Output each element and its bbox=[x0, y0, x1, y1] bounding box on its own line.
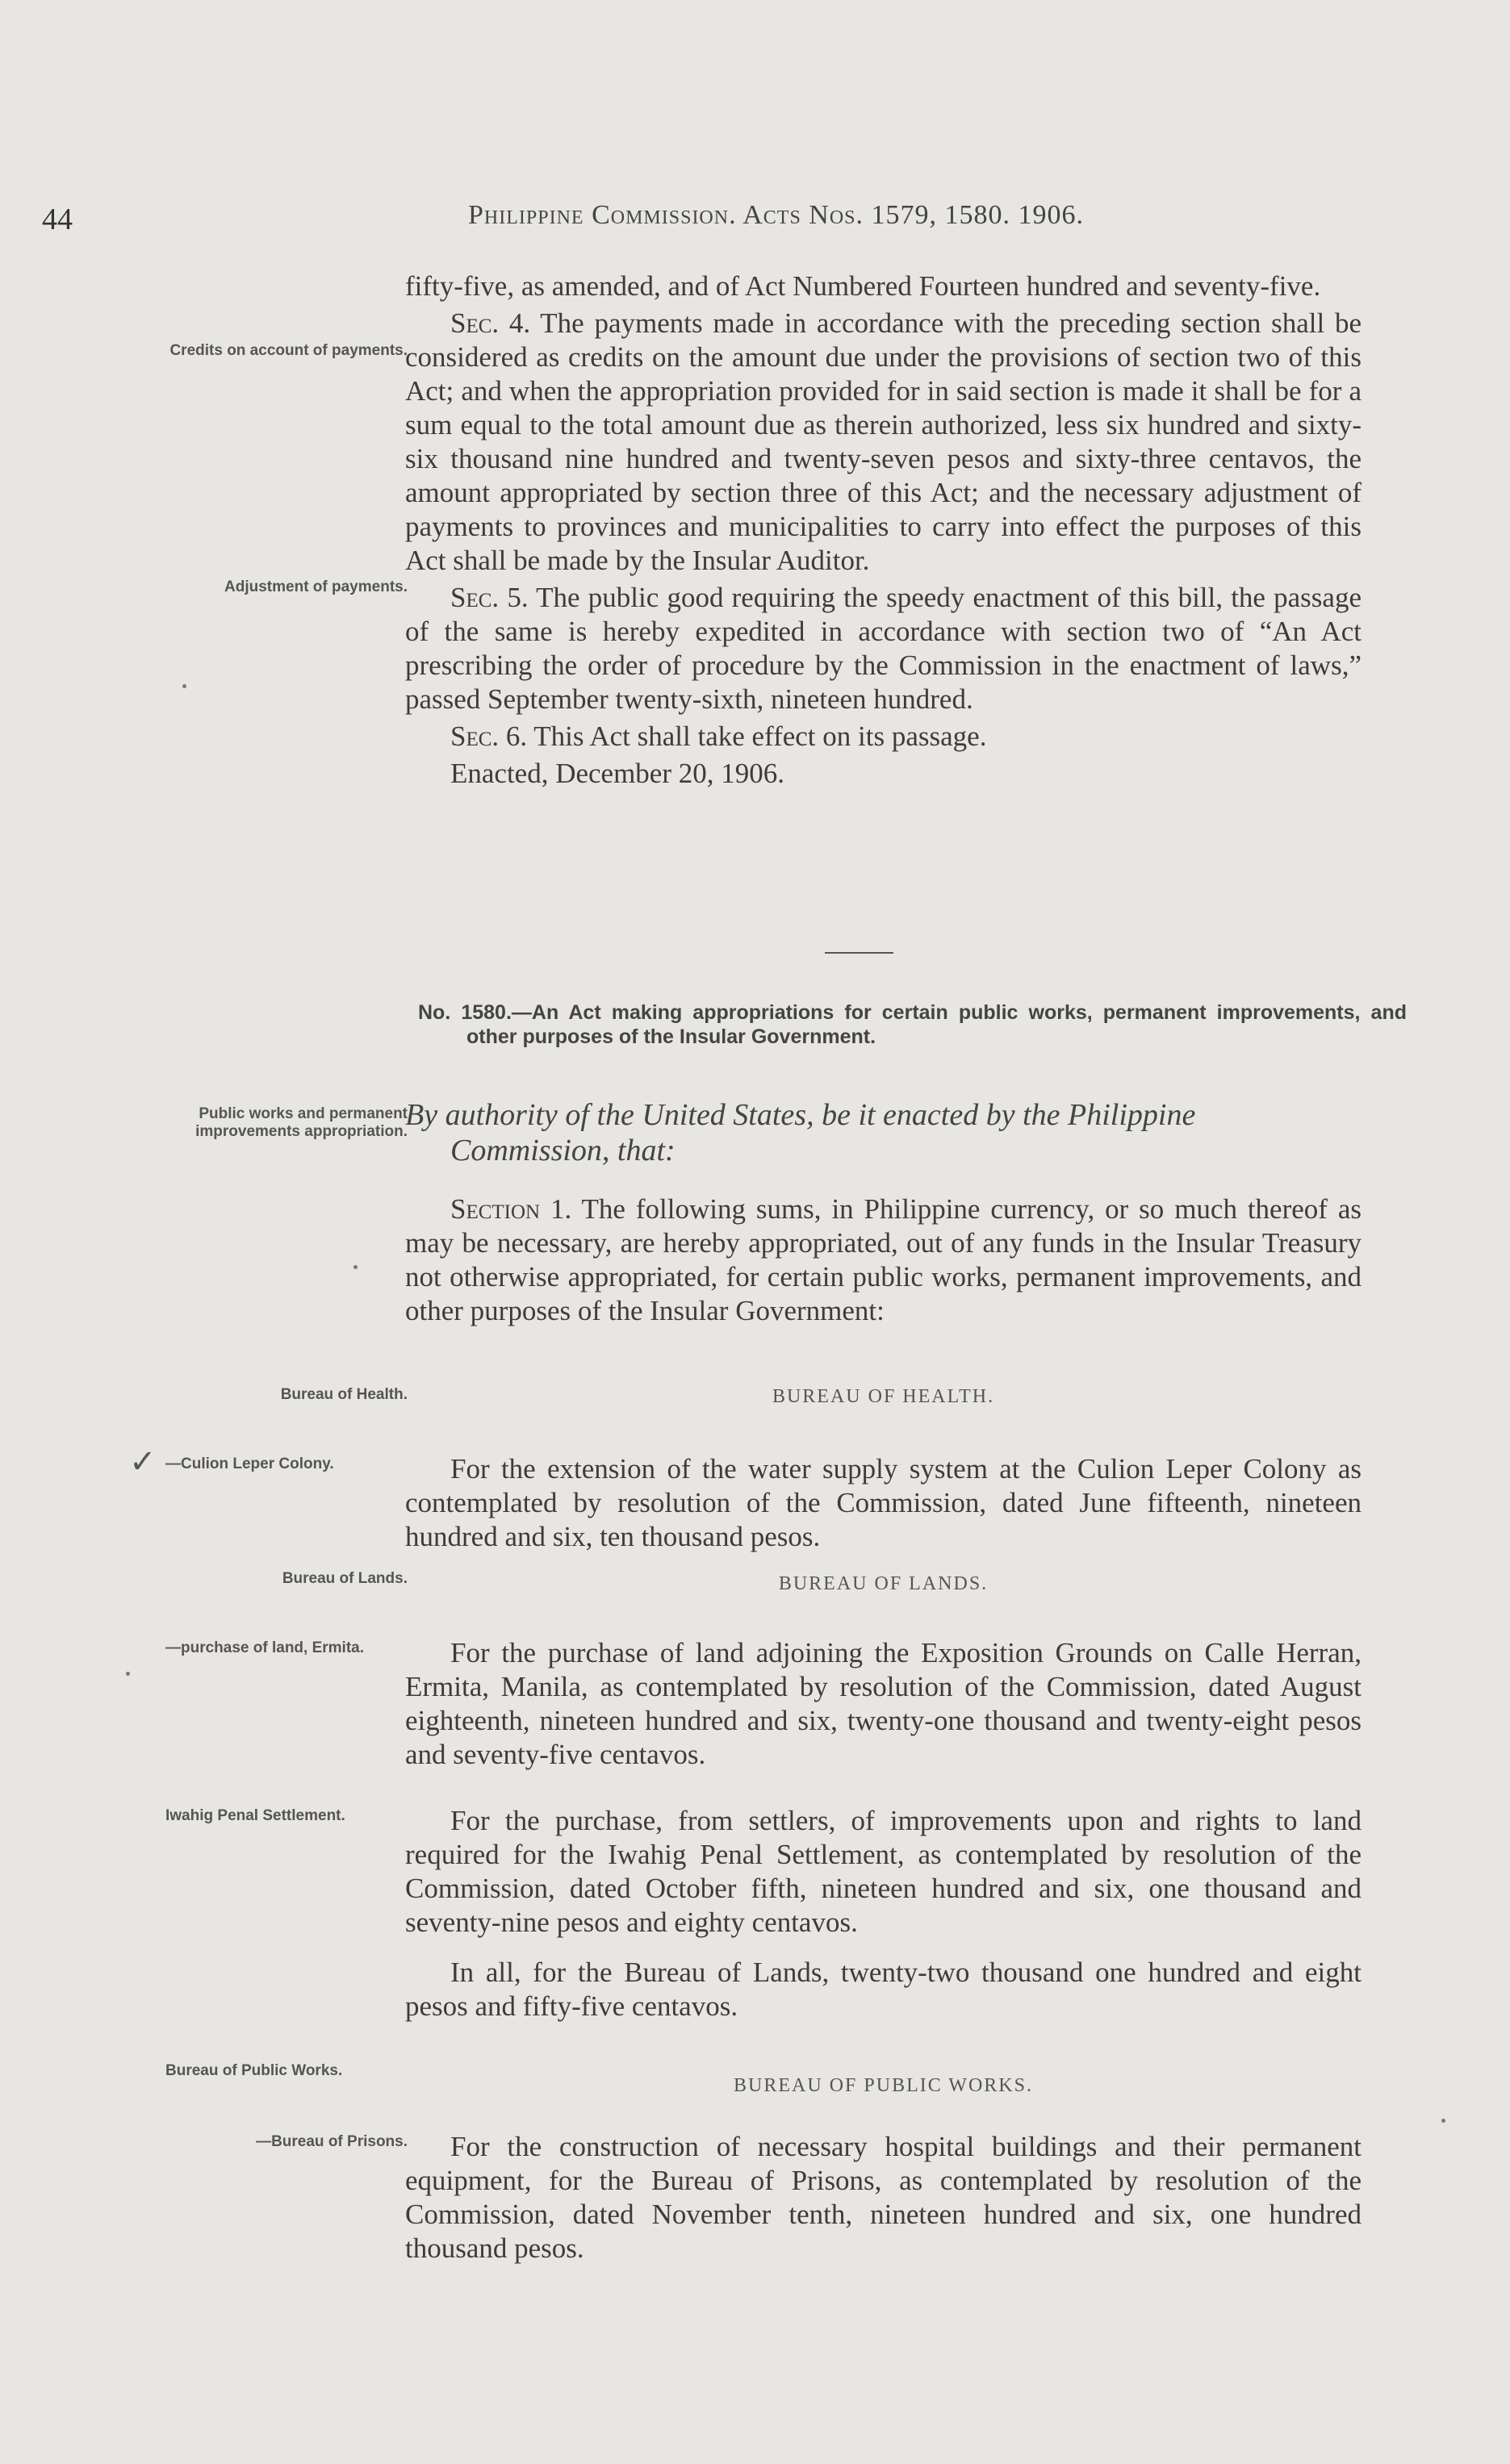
act-1580-title: No. 1580.—An Act making appropriations for certain public works, permanent improvements, and other purposes of the Insular Government. bbox=[418, 1001, 1407, 1048]
lands-total-paragraph: In all, for the Bureau of Lands, twenty-two thousand one hundred and eight pesos and fifty-five centavos. bbox=[405, 1957, 1362, 2022]
section-6 bbox=[405, 720, 1362, 754]
enacting-line-1: By authority of the United States, be it enacted by the Philippine bbox=[405, 1098, 1196, 1132]
sidenote-bureau-health: Bureau of Health. bbox=[280, 1386, 408, 1403]
heading-bureau-public-works: BUREAU OF PUBLIC WORKS. bbox=[734, 2075, 1033, 2096]
section-4-label: Sec. 4. bbox=[450, 307, 531, 339]
speck-mark bbox=[353, 1265, 358, 1269]
body-top bbox=[405, 269, 1362, 794]
page-number: 44 bbox=[42, 203, 73, 236]
enacting-clause bbox=[405, 1097, 1362, 1168]
section-4-text: The payments made in accordance with the preceding section shall be considered as credits on the amount due under the provisions of section two of this Act; and when the appropriation provided for in said section is made it shall be for a sum equal to the total amount due as therein authorized, less six hundred and sixty-six thousand nine hundred and twenty-seven pesos and sixty-three centavos, the amount appropriated by section three of this Act; and the necessary adjustment of payments to provinces and municipalities to carry into effect the purposes of this Act shall be made by the Insular Auditor. bbox=[405, 307, 1362, 576]
ermita-paragraph: For the purchase of land adjoining the Exposition Grounds on Calle Herran, Ermita, Manila, as contemplated by resolution of the Commission, dated August eighteenth, nineteen hundred and six, twenty-one thousand and twenty-eight pesos and seventy-five centavos. bbox=[405, 1637, 1362, 1770]
section-5-label: Sec. 5. bbox=[450, 582, 529, 613]
sidenote-bureau-lands: Bureau of Lands. bbox=[282, 1570, 408, 1587]
heading-bureau-lands: BUREAU OF LANDS. bbox=[778, 1573, 989, 1594]
section-1 bbox=[405, 1192, 1362, 1331]
sidenote-bureau-public-works: Bureau of Public Works. bbox=[165, 2062, 343, 2079]
section-5-text: The public good requiring the speedy enactment of this bill, the passage of the same is hereby expedited in accordance with section two of “An Act prescribing the order of procedure by the Commission in the enactment of laws,” passed September twenty-sixth, nineteen hundred. bbox=[405, 582, 1362, 715]
sidenote-adjustment: Adjustment of payments. bbox=[224, 578, 408, 595]
enacting-line-2: Commission, that: bbox=[450, 1134, 676, 1167]
speck-mark bbox=[182, 684, 186, 688]
speck-mark bbox=[1441, 2119, 1445, 2123]
speck-mark bbox=[126, 1672, 130, 1676]
section-divider bbox=[825, 952, 893, 954]
sidenote-culion: —Culion Leper Colony. bbox=[165, 1455, 334, 1472]
section-6-label: Sec. 6. bbox=[450, 720, 528, 752]
section-4 bbox=[405, 307, 1362, 578]
culion-paragraph: For the extension of the water supply system at the Culion Leper Colony as contemplated by resolution of the Commission, dated June fifteenth, nineteen hundred and six, ten thousand pesos. bbox=[405, 1453, 1362, 1552]
iwahig-paragraph: For the purchase, from settlers, of improvements upon and rights to land required for the Iwahig Penal Settlement, as contemplated by resolution of the Commission, dated October fifth, nineteen hundred and six, one thousand and seventy-nine pesos and eighty centavos. bbox=[405, 1805, 1362, 1938]
section-1-label: Section 1. bbox=[450, 1193, 572, 1225]
sidenote-credits: Credits on account of payments. bbox=[169, 342, 408, 359]
enacted-date: Enacted, December 20, 1906. bbox=[450, 758, 785, 789]
prisons-paragraph: For the construction of necessary hospital buildings and their permanent equipment, for the Bureau of Prisons, as contemplated by resolution of the Commission, dated November tenth, nineteen hundred and six, one hundred thousand pesos. bbox=[405, 2131, 1362, 2264]
heading-bureau-health: BUREAU OF HEALTH. bbox=[772, 1386, 995, 1407]
section-6-text: This Act shall take effect on its passage. bbox=[533, 720, 987, 752]
paragraph-continuation: fifty-five, as amended, and of Act Numbered Fourteen hundred and seventy-five. bbox=[405, 270, 1321, 302]
section-5 bbox=[405, 581, 1362, 716]
sidenote-bureau-prisons: —Bureau of Prisons. bbox=[256, 2133, 408, 2150]
running-head: Philippine Commission. Acts Nos. 1579, 1580. 1906. bbox=[468, 200, 1085, 230]
sidenote-iwahig: Iwahig Penal Settlement. bbox=[165, 1807, 345, 1824]
sidenote-public-works: Public works and permanent improvements appropriation. bbox=[195, 1105, 408, 1140]
section-1-text: The following sums, in Philippine currency, or so much thereof as may be necessary, are hereby appropriated, out of any funds in the Insular Treasury not otherwise appropriated, for certain public works, permanent improvements, and other purposes of the Insular Government: bbox=[405, 1193, 1362, 1326]
checkmark-icon: ✓ bbox=[129, 1443, 157, 1480]
sidenote-ermita: —purchase of land, Ermita. bbox=[165, 1639, 364, 1656]
